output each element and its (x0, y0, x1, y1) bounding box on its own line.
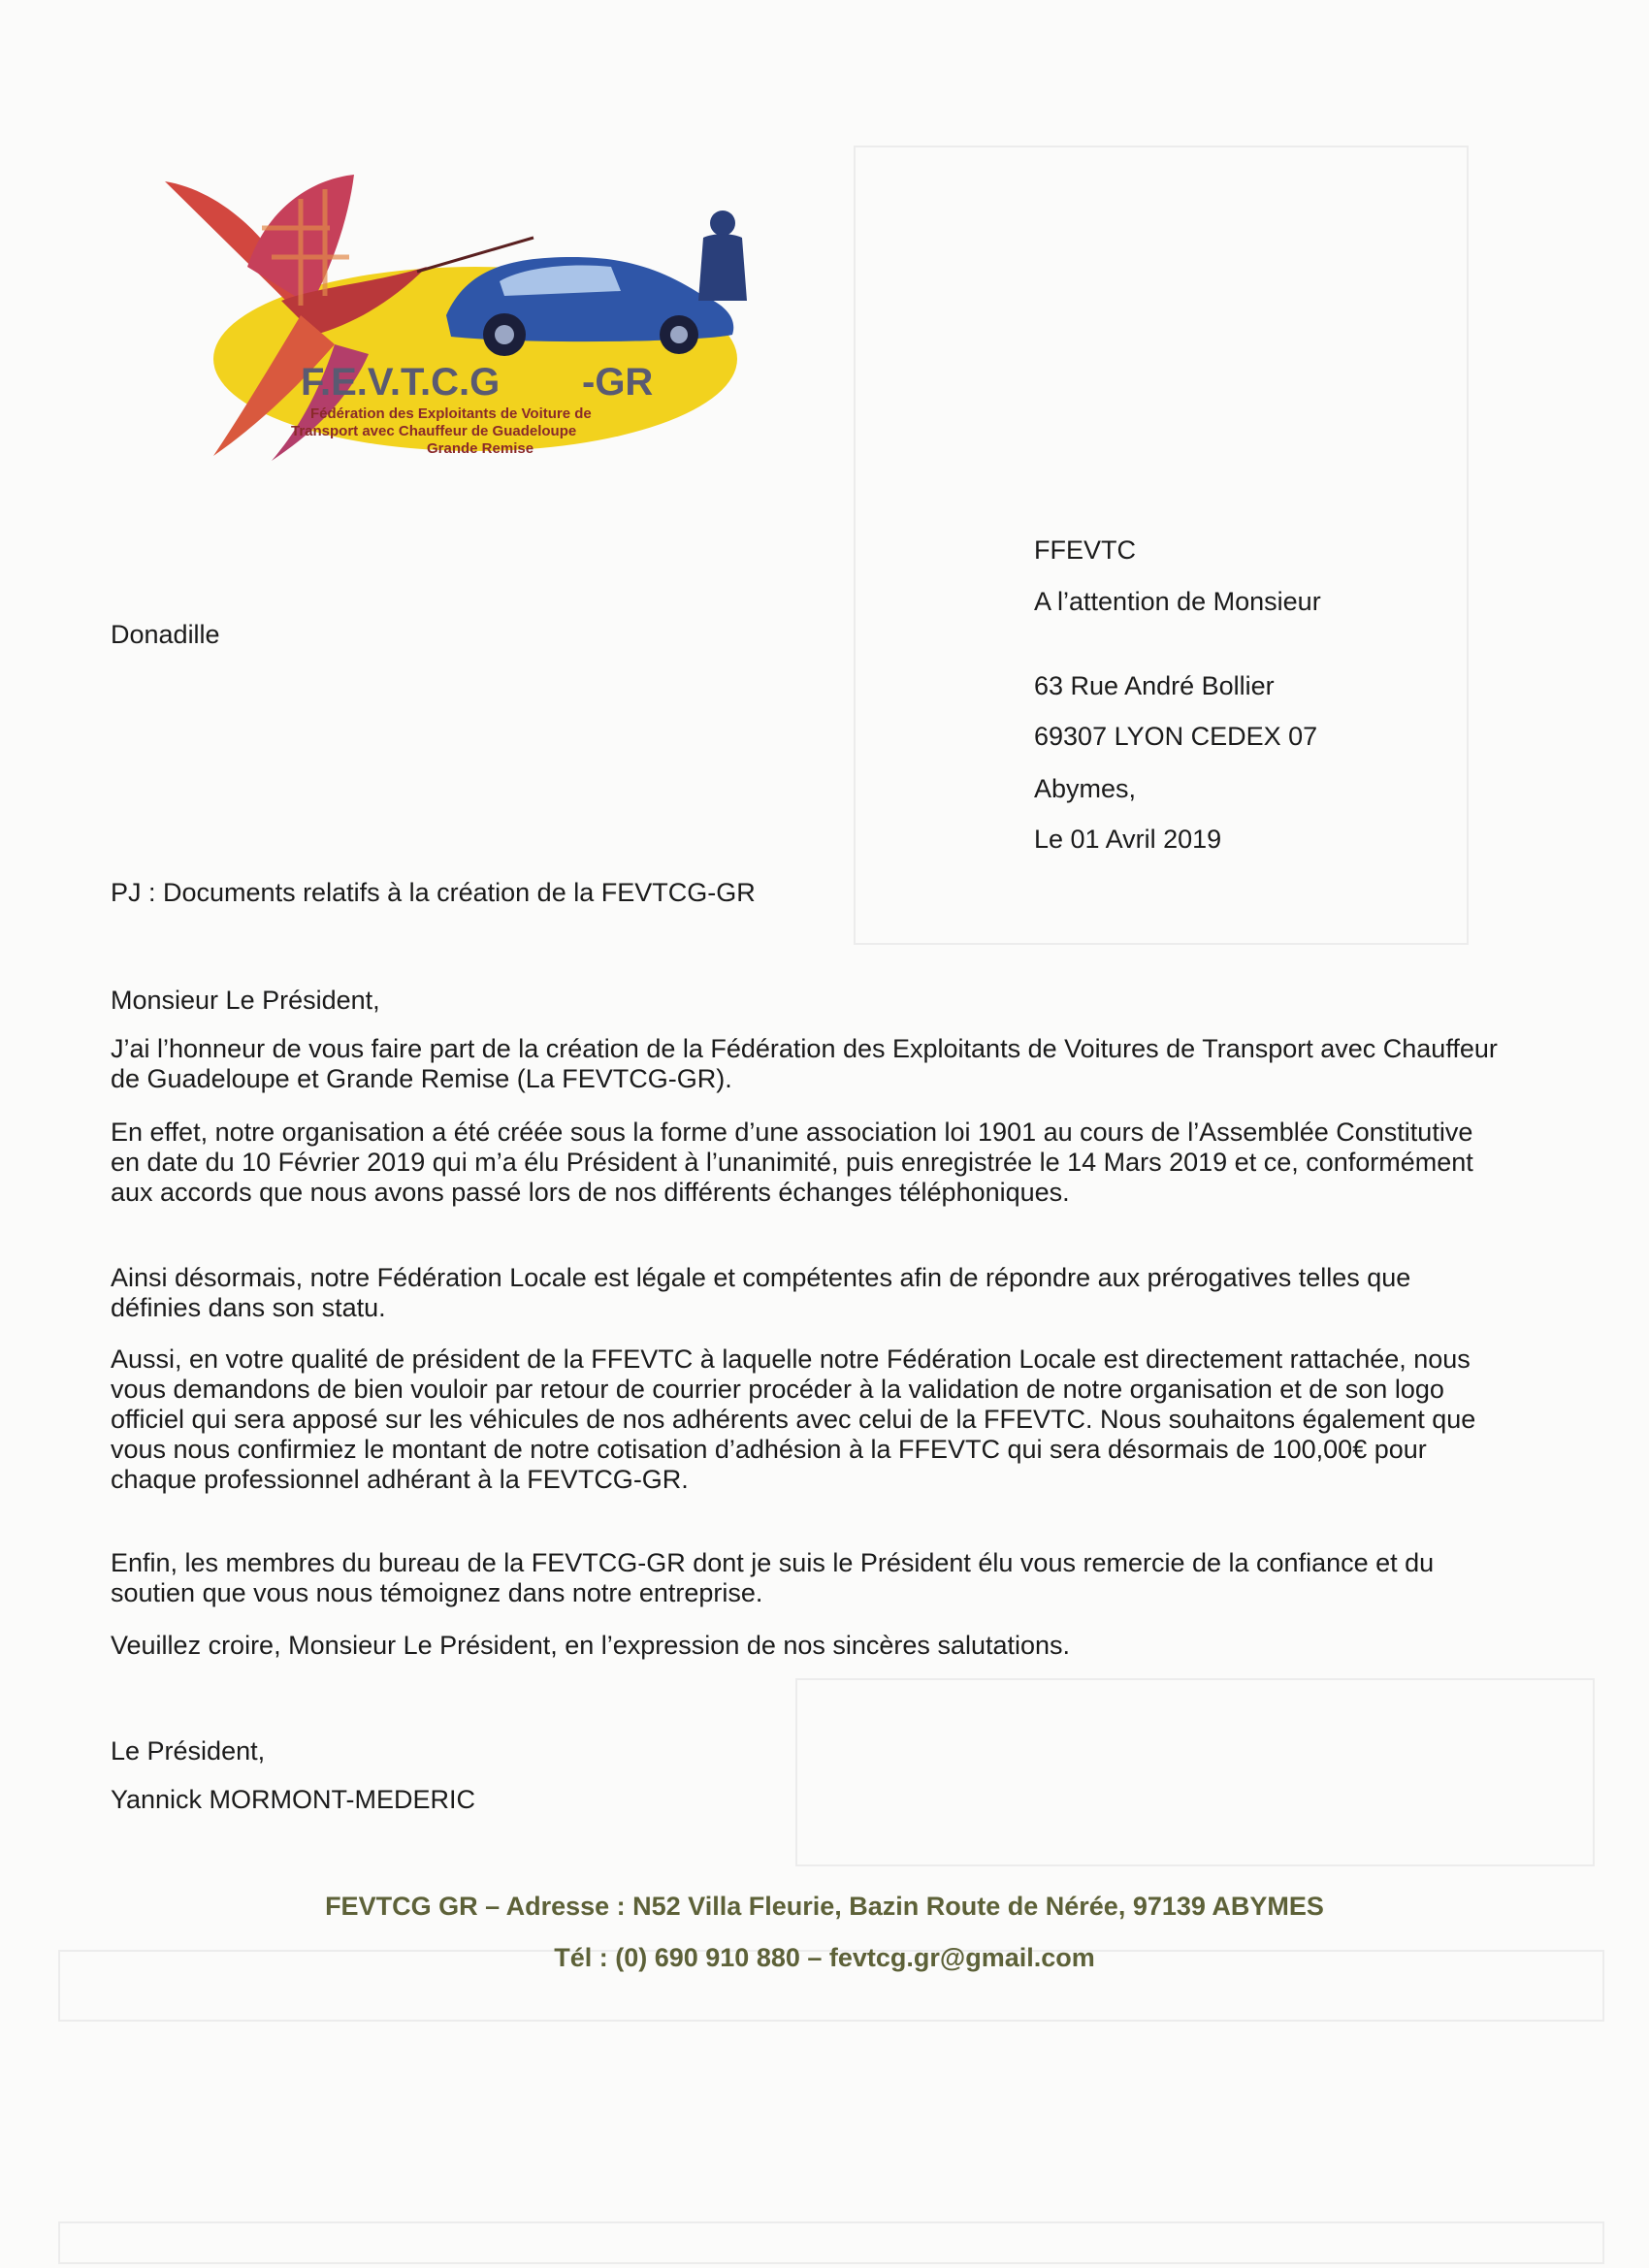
logo-tagline-line3: Grande Remise (427, 440, 534, 457)
signature-title: Le Président, (111, 1736, 266, 1766)
attachment-line: PJ : Documents relatifs à la création de la FEVTCG-GR (111, 878, 756, 907)
recipient-street: 63 Rue André Bollier (1034, 671, 1275, 700)
show-through-band-lower (58, 2221, 1604, 2264)
logo-tagline-line1: Fédération des Exploitants de Voiture de (310, 405, 592, 422)
footer-contact: Tél : (0) 690 910 880 – fevtcg.gr@gmail.com (554, 1943, 1095, 1972)
salutation: Monsieur Le Président, (111, 986, 380, 1015)
logo-acronym: F.E.V.T.C.G (301, 361, 501, 404)
logo-suffix: -GR (582, 361, 654, 404)
paragraph-5: Enfin, les membres du bureau de la FEVTCG-GR dont je suis le Président élu vous remercie de la confiance et du soutien que vous nous témoignez dans notre entreprise. (111, 1548, 1435, 1607)
paragraph-3: Ainsi désormais, notre Fédération Locale est légale et compétentes afin de répondre aux prérogatives telles que définies dans son statu. (111, 1263, 1411, 1322)
signature-name: Yannick MORMONT-MEDERIC (111, 1785, 476, 1814)
paragraph-4: Aussi, en votre qualité de président de la FFEVTC à laquelle notre Fédération Locale est directement rattachée, nous vous demandons de bien vouloir par retour de courrier procéder à la validation de notre organisation et de son logo officiel qui sera apposé sur les véhicules de nos adhérents avec celui de la FFEVTC. Nous souhaitons également que vous nous confirmiez le montant de notre cotisation d’adhésion à la FFEVTC qui sera désormais de 100,00€ pour chaque professionnel adhérant à la FEVTCG-GR. (111, 1345, 1476, 1494)
footer-address: FEVTCG GR – Adresse : N52 Villa Fleurie, Bazin Route de Nérée, 97139 ABYMES (325, 1892, 1324, 1921)
paragraph-1: J’ai l’honneur de vous faire part de la création de la Fédération des Exploitants de Voitures de Transport avec Chauffeur de Guadeloupe et Grande Remise (La FEVTCG-GR). (111, 1034, 1498, 1093)
driver-silhouette-icon (698, 211, 747, 301)
logo-tagline-line2: Transport avec Chauffeur de Guadeloupe (291, 423, 577, 439)
recipient-line2: A l’attention de Monsieur (1034, 587, 1321, 616)
letter-place: Abymes, (1034, 774, 1137, 803)
show-through-table (795, 1678, 1595, 1866)
federation-logo (155, 170, 776, 461)
car-icon (446, 257, 733, 356)
letter-date: Le 01 Avril 2019 (1034, 825, 1222, 854)
paragraph-6: Veuillez croire, Monsieur Le Président, en l’expression de nos sincères salutations. (111, 1631, 1071, 1660)
paragraph-2: En effet, notre organisation a été créée sous la forme d’une association loi 1901 au cours de l’Assemblée Constitutive en date du 10 Février 2019 qui m’a élu Président à l’unanimité, puis enregistrée le 14 Mars 2019 et ce, conformément aux accords que nous avons passé lors de nos différents échanges téléphoniques. (111, 1118, 1473, 1207)
recipient-city: 69307 LYON CEDEX 07 (1034, 722, 1318, 751)
recipient-name: Donadille (111, 620, 220, 649)
recipient-line1: FFEVTC (1034, 535, 1136, 565)
